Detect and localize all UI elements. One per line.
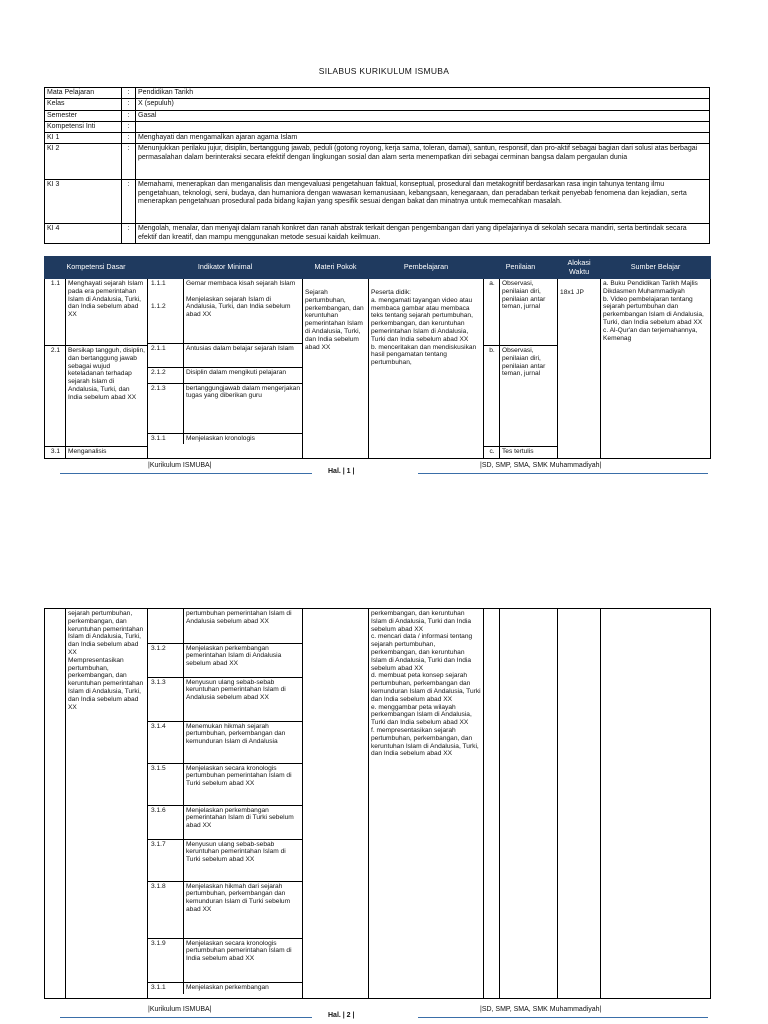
sumber-belajar-text: a. Buku Pendidikan Tarikh Majlis Dikdasmen Muhammadiyah b. Video pembelajaran tentang sejarah pertumbuhan dan perkembangan Islam di Andalusia, Turki, dan India sebelum abad XX c. Al-Qur'an dan terjemahannya, Kemenag bbox=[601, 279, 711, 459]
indikator-number: 2.1.1 bbox=[148, 343, 184, 367]
indikator-text: Disiplin dalam mengikuti pelajaran bbox=[184, 367, 303, 383]
footer-left-label: |Kurikulum ISMUBA| bbox=[148, 1006, 212, 1013]
footer-right-label: |SD, SMP, SMA, SMK Muhammadiyah| bbox=[480, 462, 602, 469]
info-label: Mata Pelajaran bbox=[45, 88, 122, 99]
info-row-class bbox=[45, 99, 710, 110]
indikator-cell bbox=[148, 609, 303, 999]
info-label: Kompetensi Inti bbox=[45, 121, 122, 132]
info-separator: : bbox=[122, 99, 136, 110]
penilaian-cell bbox=[500, 609, 558, 999]
kd-number: 2.1 bbox=[45, 346, 66, 447]
indikator-list bbox=[148, 609, 302, 994]
footer-rule-left bbox=[60, 1017, 312, 1018]
syllabus-table-page1 bbox=[44, 256, 711, 459]
info-label: KI 3 bbox=[45, 180, 122, 224]
indikator-number: 3.1.1 bbox=[148, 982, 184, 994]
indikator-number: 3.1.8 bbox=[148, 881, 184, 938]
list-item bbox=[148, 881, 302, 938]
info-label: KI 2 bbox=[45, 144, 122, 180]
course-info-table bbox=[44, 87, 710, 244]
pembelajaran-text: Peserta didik: a. mengamati tayangan video atau membaca gambar atau membaca teks tentang sejarah pertumbuhan, perkembangan, dan keruntuhan pemerintahan Islam di Andalusia, Turki dan India sebelum abad XX b. menceritakan dan mendiskusikan hasil pengamatan tentang pertumbuhan, bbox=[369, 279, 484, 459]
indikator-number: 3.1.3 bbox=[148, 677, 184, 721]
indikator-text: pertumbuhan pemerintahan Islam di Andalusia sebelum abad XX bbox=[184, 609, 303, 643]
list-item bbox=[148, 677, 302, 721]
header-alokasi-waktu: Alokasi Waktu bbox=[558, 257, 601, 279]
indikator-number: 3.1.2 bbox=[148, 643, 184, 677]
kd-text: Menganalisis bbox=[66, 447, 148, 459]
info-separator: : bbox=[122, 180, 136, 224]
info-label: KI 1 bbox=[45, 133, 122, 144]
kd-number: 3.1 bbox=[45, 447, 66, 459]
indikator-text: Menjelaskan secara kronologis pertumbuhan pemerintahan Islam di India sebelum abad XX bbox=[184, 938, 303, 982]
syllabus-table-page2 bbox=[44, 608, 711, 999]
indikator-text: Menjelaskan perkembangan pemerintahan Islam di Andalusia sebelum abad XX bbox=[184, 643, 303, 677]
list-item bbox=[148, 433, 302, 444]
pembelajaran-text: perkembangan, dan keruntuhan Islam di Andalusia, Turki dan India sebelum abad XX c. mencari data / informasi tentang sejarah pertumbuhan, perkembangan, dan keruntuhan Islam di Andalusia, Turki dan India sebelum abad XX d. membuat peta konsep sejarah pertumbuhan, perkembangan dan kemunduran Islam di Andalusia, Turki dan India sebelum abad XX e. menggambar peta wilayah perkembangan Islam di Andalusia, Turki dan India sebelum abad XX f. mempresentasikan sejarah pertumbuhan, perkembangan, dan keruntuhan Islam di Andalusia, Turki, dan India sebelum abad XX bbox=[369, 609, 484, 999]
list-item bbox=[148, 721, 302, 763]
info-row-ki1 bbox=[45, 133, 710, 144]
table-row bbox=[45, 609, 711, 999]
info-value bbox=[136, 121, 710, 132]
kd-text: sejarah pertumbuhan, perkembangan, dan keruntuhan pemerintahan Islam di Andalusia, Turki, dan India sebelum abad XX Mempresentasikan pertumbuhan, perkembangan, dan keruntuhan pemerintahan Islam di Andalusia, Turki, dan India sebelum abad XX bbox=[66, 609, 148, 999]
info-value: Mengolah, menalar, dan menyaji dalam ranah konkret dan ranah abstrak terkait dengan pengembangan dari yang dipelajarinya di sekolah secara mandiri, serta bertindak secara efektif dan kreatif, dan mampu menggunakan metode sesuai kaidah keilmuan. bbox=[136, 224, 710, 244]
header-penilaian: Penilaian bbox=[484, 257, 558, 279]
info-value: Menunjukkan perilaku jujur, disiplin, bertanggung jawab, peduli (gotong royong, kerja sama, toleran, damai), santun, responsif, dan pro-aktif sebagai bagian dari solusi atas berbagai permasalahan dalam berinteraksi secara efektif dengan lingkungan sosial dan alam serta menempatkan diri sebagai cerminan bangsa dalam pergaulan dunia bbox=[136, 144, 710, 180]
alokasi-waktu-cell bbox=[558, 609, 601, 999]
list-item bbox=[148, 279, 302, 343]
list-item bbox=[148, 839, 302, 881]
info-separator: : bbox=[122, 133, 136, 144]
indikator-number: 3.1.1 bbox=[148, 433, 184, 444]
indikator-text: Gemar membaca kisah sejarah Islam Menjelaskan sejarah Islam di Andalusia, Turki, dan India sebelum abad XX bbox=[184, 279, 303, 343]
indikator-text: Menjelaskan perkembangan bbox=[186, 983, 269, 991]
list-item bbox=[148, 763, 302, 805]
sumber-belajar-cell bbox=[601, 609, 711, 999]
indikator-number: 1.1.1 1.1.2 bbox=[148, 279, 184, 343]
table-header-row bbox=[45, 257, 711, 279]
info-row-ki4 bbox=[45, 224, 710, 244]
info-label: KI 4 bbox=[45, 224, 122, 244]
info-separator: : bbox=[122, 144, 136, 180]
indikator-text: Menemukan hikmah sejarah pertumbuhan, perkembangan dan kemunduran Islam di Andalusia bbox=[184, 721, 303, 763]
indikator-text: Antusias dalam belajar sejarah Islam bbox=[184, 343, 303, 367]
info-separator: : bbox=[122, 110, 136, 121]
kd-text: Bersikap tangguh, disiplin, dan bertanggung jawab sebagai wujud keteladanan terhadap sejarah Islam di Andalusia, Turki, dan India sebelum abad XX bbox=[66, 346, 148, 447]
document-title: SILABUS KURIKULUM ISMUBA bbox=[318, 66, 450, 76]
header-indikator-minimal: Indikator Minimal bbox=[148, 257, 303, 279]
info-separator: : bbox=[122, 88, 136, 99]
footer-right-label: |SD, SMP, SMA, SMK Muhammadiyah| bbox=[480, 1006, 602, 1013]
footer-rule-left bbox=[60, 473, 312, 474]
list-item bbox=[148, 609, 302, 643]
penilaian-marker-cell bbox=[484, 609, 500, 999]
penilaian-marker: a. bbox=[484, 279, 500, 346]
info-value: Pendidikan Tarikh bbox=[136, 88, 710, 99]
indikator-cell bbox=[148, 279, 303, 459]
indikator-number: 2.1.2 bbox=[148, 367, 184, 383]
info-row-subject bbox=[45, 88, 710, 99]
info-value: X (sepuluh) bbox=[136, 99, 710, 110]
indikator-number: 3.1.4 bbox=[148, 721, 184, 763]
header-kompetensi-dasar: Kompetensi Dasar bbox=[45, 257, 148, 279]
list-item bbox=[148, 343, 302, 367]
penilaian-text: Tes tertulis bbox=[500, 447, 558, 459]
info-row-ki3 bbox=[45, 180, 710, 224]
info-separator: : bbox=[122, 224, 136, 244]
indikator-text: Menyusun ulang sebab-sebab keruntuhan pemerintahan Islam di Andalusia sebelum abad XX bbox=[184, 677, 303, 721]
indikator-number: 3.1.6 bbox=[148, 805, 184, 839]
table-row bbox=[45, 279, 711, 346]
indikator-list bbox=[148, 279, 302, 444]
indikator-text: Menjelaskan kronologis bbox=[186, 434, 255, 442]
indikator-text: Menjelaskan hikmah dari sejarah pertumbuhan, perkembangan dan kemunduran Islam di Turki sebelum abad XX bbox=[184, 881, 303, 938]
footer-left-label: |Kurikulum ISMUBA| bbox=[148, 462, 212, 469]
indikator-number: 3.1.7 bbox=[148, 839, 184, 881]
info-row-core-competence bbox=[45, 121, 710, 132]
list-item bbox=[148, 643, 302, 677]
info-row-semester bbox=[45, 110, 710, 121]
kd-number: 1.1 bbox=[45, 279, 66, 346]
header-pembelajaran: Pembelajaran bbox=[369, 257, 484, 279]
list-item bbox=[148, 805, 302, 839]
footer-rule-right bbox=[418, 1017, 708, 1018]
materi-pokok-cell bbox=[303, 609, 369, 999]
indikator-text: Menyusun ulang sebab-sebab keruntuhan pemerintahan Islam di Turki sebelum abad XX bbox=[184, 839, 303, 881]
alokasi-waktu-text: 18x1 JP bbox=[558, 279, 601, 459]
indikator-text: bertanggungjawab dalam mengerjakan tugas yang diberikan guru bbox=[184, 383, 303, 433]
footer-rule-right bbox=[418, 473, 708, 474]
penilaian-text: Observasi, penilaian diri, penilaian antar teman, jurnal bbox=[500, 279, 558, 346]
penilaian-text: Observasi, penilaian diri, penilaian antar teman, jurnal bbox=[500, 346, 558, 447]
indikator-text: Menjelaskan perkembangan pemerintahan Islam di Turki sebelum abad XX bbox=[184, 805, 303, 839]
info-separator: : bbox=[122, 121, 136, 132]
info-label: Semester bbox=[45, 110, 122, 121]
kd-text: Menghayati sejarah Islam pada era pemerintahan Islam di Andalusia, Turki, dan India sebelum abad XX bbox=[66, 279, 148, 346]
indikator-number: 2.1.3 bbox=[148, 383, 184, 433]
indikator-number: 3.1.5 bbox=[148, 763, 184, 805]
info-label: Kelas bbox=[45, 99, 122, 110]
info-row-ki2 bbox=[45, 144, 710, 180]
info-value: Memahami, menerapkan dan menganalisis dan mengevaluasi pengetahuan faktual, konseptual, prosedural dan metakognitif berdasarkan rasa ingin tahunya tentang ilmu pengetahuan, teknologi, seni, budaya, dan humaniora dengan wawasan kemanusiaan, kebangsaan, kenegaraan, dan peradaban terkait penyebab fenomena dan kejadian, serta menerapkan pengetahuan prosedural pada bidang kajian yang spesifik sesuai dengan bakat dan minatnya untuk memecahkan masalah. bbox=[136, 180, 710, 224]
indikator-number: 3.1.9 bbox=[148, 938, 184, 982]
info-value: Gasal bbox=[136, 110, 710, 121]
page-number: Hal. | 1 | bbox=[328, 468, 355, 475]
header-sumber-belajar: Sumber Belajar bbox=[601, 257, 711, 279]
kd-number bbox=[45, 609, 66, 999]
materi-pokok-text: Sejarah pertumbuhan, perkembangan, dan keruntuhan pemerintahan Islam di Andalusia, Turki, dan India sebelum abad XX bbox=[303, 279, 369, 459]
list-item bbox=[148, 982, 302, 994]
indikator-number bbox=[148, 609, 184, 643]
indikator-text: Menjelaskan secara kronologis pertumbuhan pemerintahan Islam di Turki sebelum abad XX bbox=[184, 763, 303, 805]
info-value: Menghayati dan mengamalkan ajaran agama Islam bbox=[136, 133, 710, 144]
list-item bbox=[148, 383, 302, 433]
page-number: Hal. | 2 | bbox=[328, 1012, 355, 1019]
list-item bbox=[148, 938, 302, 982]
list-item bbox=[148, 367, 302, 383]
penilaian-marker: c. bbox=[484, 447, 500, 459]
header-materi-pokok: Materi Pokok bbox=[303, 257, 369, 279]
penilaian-marker: b. bbox=[484, 346, 500, 447]
